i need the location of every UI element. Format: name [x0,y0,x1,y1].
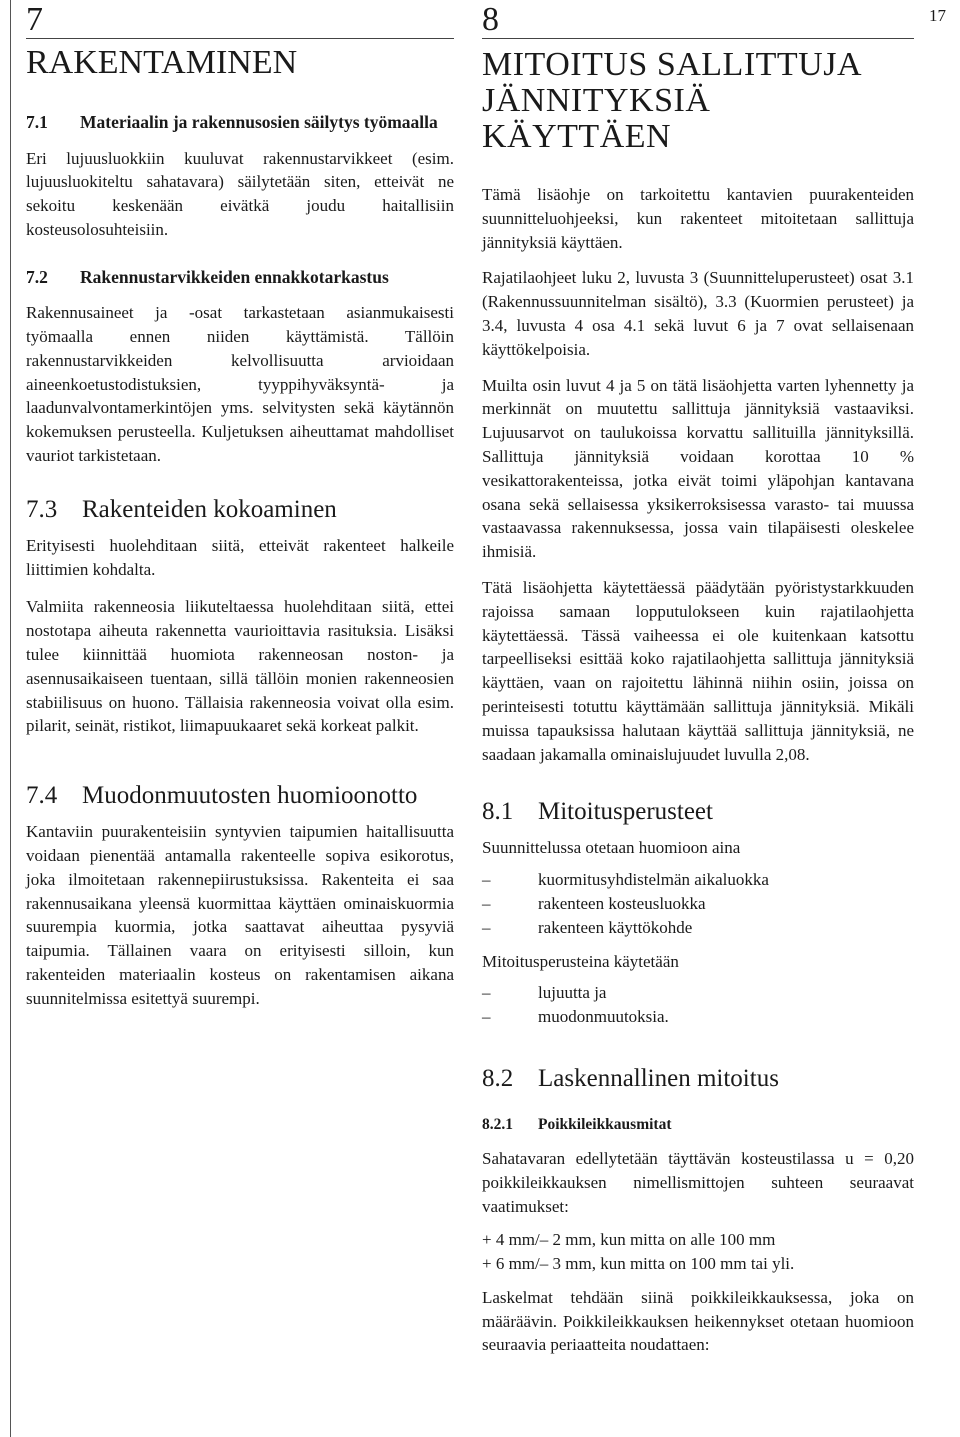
list-item-text: kuormitusyhdistelmän aikaluokka [538,870,769,890]
page-number: 17 [929,6,946,25]
section-title: Materiaalin ja rakennusosien säilytys työmaalla [80,112,438,132]
section-number: 7.3 [26,495,58,523]
list-item [482,1005,914,1029]
section-number: 8.2 [482,1064,514,1092]
section-title: Laskennallinen mitoitus [538,1064,779,1092]
tolerance-line: + 4 mm/– 2 mm, kun mitta on alle 100 mm [482,1230,776,1250]
paragraph: Erityisesti huolehditaan siitä, etteivät rakenteet halkeile liittimien kohdalta. [26,535,454,579]
chapter-number: 8 [482,2,914,39]
left-column [26,0,454,1011]
section-heading-7-2 [26,266,454,290]
dash-marker: – [482,1007,491,1027]
section-title: Rakenteiden kokoaminen [82,495,337,523]
bullet-list [482,981,914,1029]
chapter-title-line: MITOITUS SALLITTUJA [482,46,863,83]
section-heading-7-3 [26,496,454,524]
list-item-text: muodonmuutoksia. [538,1007,669,1027]
paragraph: Rakennusaineet ja -osat tarkastetaan asianmukaisesti työmaalla ennen niiden käyttämistä. Tällöin rakennustarvikkeiden kelvollisuutta arvioidaan aineenkoetustodistuksien, tyyppihyväksyntä- ja laadunvalvontamerkintöjen yms. selvitysten sekä käytännön kokemuksen perusteella. Kuljetuksen aiheuttamat mahdolliset vauriot tarkistetaan. [26,303,454,465]
paragraph: Valmiita rakenneosia liikuteltaessa huolehditaan siitä, ettei nostotapa aiheuta rakennetta vaurioittavia rasituksia. Lisäksi tulee kiinnittää huomiota rakenneosan noston- ja asennusaikaiseen tuentaan, sillä tällöin monien rakenneosien stabiilisuus on huono. Tällaisia rakenneosia voivat olla esim. pilarit, seinät, ristikot, liimapuukaaret sekä korkeat palkit. [26,597,454,736]
section-number: 7.1 [26,112,48,132]
paragraph: Tätä lisäohjetta käytettäessä päädytään pyöristystarkkuuden rajoissa samaan lopputulokseen kuin rajatilaohjetta käytettäessä. Tässä vaiheessa ei ole kuitenkaan katsottu tarpeelliseksi esittää koko rajatilaohjetta sallittuja jännityksiä käyttäen, vaan on rajoitettu lähinnä niihin osiin, joissa on perinteisesti totuttu käyttämään sallittuja jännityksiä. Mikäli muissa tapauksissa halutaan käyttää sallittuja jännityksiä, ne saadaan jakamalla ominaislujuudet luvulla 2,08. [482,577,914,764]
list-item-text: rakenteen kosteusluokka [538,893,706,913]
section-title: Mitoitusperusteet [538,798,713,826]
section-heading-7-4 [26,782,454,810]
paragraph: Muilta osin luvut 4 ja 5 on tätä lisäohjetta varten lyhennetty ja merkinnät on muutettu sallittuja jännityksiä vastaaviksi. Lujuusarvot on taulukoissa korvattu sallituilla jännityksillä. Sallittuja jännityksiä voidaan korottaa 10 % vesikattorakenteissa, jotka eivät toimi yläpohjan kantavana osana sekä sellaisessa yksikerroksisessa varasto- tai muussa vastaavassa rakennuksessa, jossa vain tilapäisesti oleskelee ihmisiä. [482,375,914,562]
list-item-text: lujuutta ja [538,983,607,1003]
chapter-title [482,47,914,155]
bullet-list [482,868,914,939]
chapter-title: RAKENTAMINEN [26,44,298,81]
section-title: Muodonmuutosten huomioonotto [82,782,418,810]
section-number: 7.4 [26,782,58,810]
paragraph: Sahatavaran edellytetään täyttävän kosteustilassa u = 0,20 poikkileikkauksen nimellismittojen suhteen seuraavat vaatimukset: [482,1148,914,1216]
list-item [482,916,914,940]
paragraph: Eri lujuusluokkiin kuuluvat rakennustarvikkeet (esim. lujuusluokiteltu sahatavara) säilytetään siten, etteivät ne sekoitu keskenään eivätkä joudu haitallisiin kosteusolosuhteisiin. [26,148,454,239]
list-item-text: rakenteen käyttökohde [538,917,693,937]
section-title: Poikkileikkausmitat [538,1115,672,1133]
dash-marker: – [482,983,491,1003]
paragraph: Kantaviin puurakenteisiin syntyvien taipumien haitallisuutta voidaan pienentää antamalla rakenteelle sopiva esikorotus, joka ilmoitetaan rakennepiirustuksissa. Rakenteita ei saa rakennusaikana yleensä kuormittaa käyttäen ominaiskuormia suurempia kuormia, jotka saattavat aiheuttaa pysyviä taipumia. Tällainen vaara on erityisesti silloin, kun rakenteiden materiaalin kosteus on rakentamisen aikana suunnitelmissa esitettyä suurempi. [26,822,454,1008]
list-item [482,981,914,1005]
section-number: 8.1 [482,798,514,826]
section-number: 8.2.1 [482,1115,513,1133]
section-heading-7-1 [26,111,454,135]
dash-marker: – [482,893,491,913]
dash-marker: – [482,870,491,890]
section-title: Rakennustarvikkeiden ennakkotarkastus [80,266,389,287]
paragraph: Tämä lisäohje on tarkoitettu kantavien puurakenteiden suunnitteluohjeeksi, kun rakenteet mitoitetaan sallittuja jännityksiä käyttäen. [482,185,914,252]
section-heading-8-1 [482,798,914,826]
section-heading-8-2-1 [482,1115,914,1135]
left-margin-rule [10,0,11,1437]
list-item [482,892,914,916]
paragraph: Mitoitusperusteina käytetään [482,951,679,971]
chapter-number: 7 [26,2,454,39]
list-item [482,868,914,892]
paragraph: Rajatilaohjeet luku 2, luvusta 3 (Suunnitteluperusteet) osat 3.1 (Rakennussuunnitelman sisältö), 3.3 (Kuormien perusteet) ja 3.4, luvusta 4 osa 4.1 sekä luvut 6 ja 7 ovat sellaisenaan käyttökelpoisia. [482,268,914,359]
tolerance-line: + 6 mm/– 3 mm, kun mitta on 100 mm tai yli. [482,1254,795,1274]
chapter-title-line: JÄNNITYKSIÄ [482,82,711,119]
dash-marker: – [482,917,491,937]
section-number: 7.2 [26,266,48,287]
paragraph: Laskelmat tehdään siinä poikkileikkauksessa, joka on määräävin. Poikkileikkauksen heikennykset otetaan huomioon seuraavia periaatteita noudattaen: [482,1287,914,1355]
paragraph: Suunnittelussa otetaan huomioon aina [482,838,741,858]
right-column [482,0,914,1357]
section-heading-8-2 [482,1065,914,1093]
tolerance-lines [482,1228,914,1276]
chapter-title-line: KÄYTTÄEN [482,118,672,155]
